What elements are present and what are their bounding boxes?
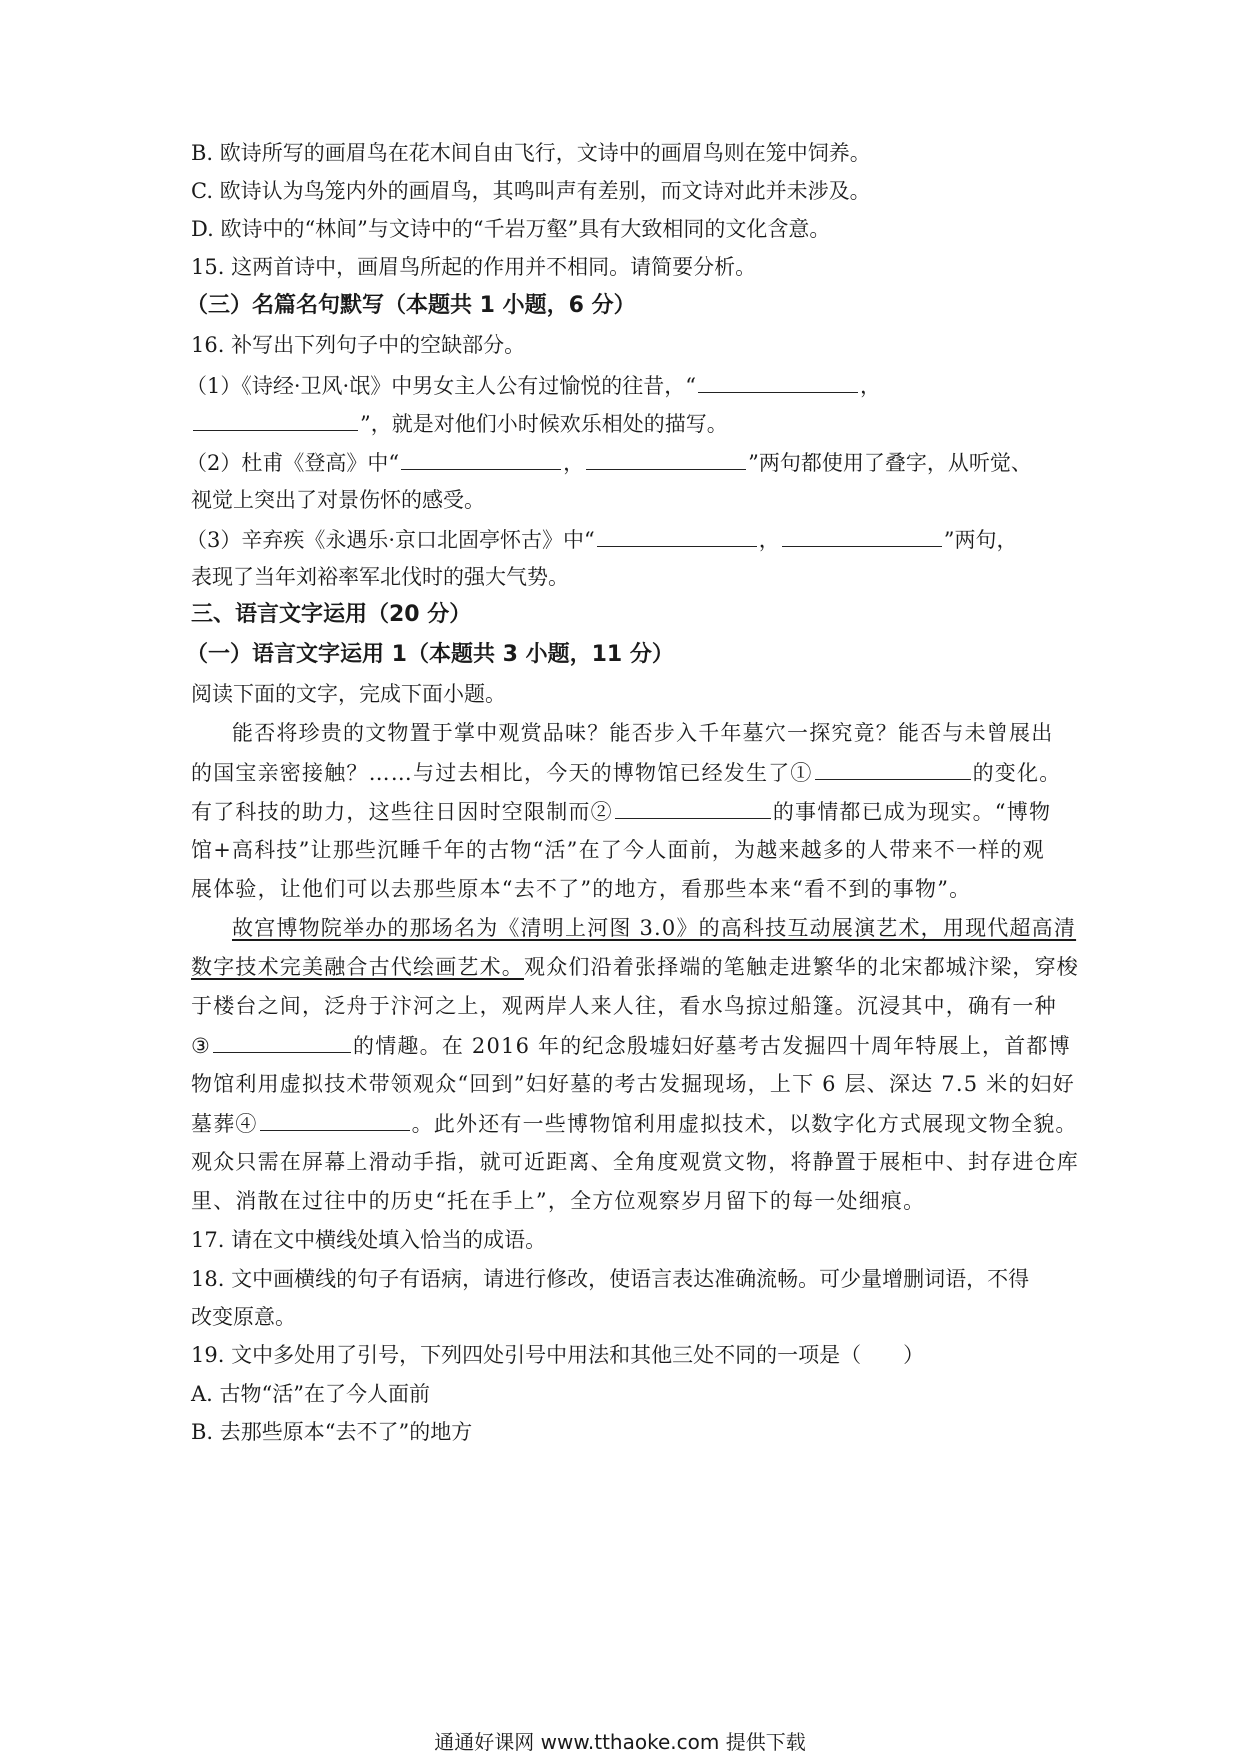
q16-item-3-text: （3）辛弃疾《永遇乐·京口北固亭怀古》中“: [186, 528, 595, 552]
q16-item-1: [186, 370, 1060, 401]
question-19: 19. 文中多处用了引号，下列四处引号中用法和其他三处不同的一项是（ ）: [191, 1343, 925, 1367]
page-footer: 通通好课网 www.tthaoke.com 提供下载: [434, 1730, 806, 1754]
passage-line: 馆+高科技”让那些沉睡千年的古物“活”在了今人面前，为越来越多的人带来不一样的观: [191, 838, 1045, 862]
passage-line: [191, 1030, 1071, 1061]
option-c-q14: C. 欧诗认为鸟笼内外的画眉鸟，其鸣叫声有差别，而文诗对此并未涉及。: [191, 179, 871, 203]
option-a-q19: A. 古物“活”在了今人面前: [191, 1382, 430, 1406]
answer-blank[interactable]: [782, 524, 942, 547]
q16-item-2-end: ”两句都使用了叠字，从听觉、: [748, 451, 1032, 475]
question-16: 16. 补写出下列句子中的空缺部分。: [191, 333, 526, 357]
passage-line: 展体验，让他们可以去那些原本“去不了”的地方，看那些本来“看不到的事物”。: [191, 877, 972, 901]
passage-line: 能否将珍贵的文物置于掌中观赏品味？能否步入千年墓穴一探究竟？能否与未曾展出: [232, 721, 1054, 745]
question-18-cont: 改变原意。: [191, 1305, 296, 1329]
answer-blank[interactable]: [193, 408, 358, 431]
q16-item-1-end: ”，就是对他们小时候欢乐相处的描写。: [360, 412, 728, 436]
option-b-q14: B. 欧诗所写的画眉鸟在花木间自由飞行，文诗中的画眉鸟则在笼中饲养。: [191, 141, 871, 165]
q16-comma: ，: [859, 374, 881, 398]
section-heading-recitation: （三）名篇名句默写（本题共 1 小题，6 分）: [186, 293, 636, 318]
q16-item-2-cont: 视觉上突出了对景伤怀的感受。: [191, 488, 485, 512]
q16-item-3-end: ”两句，: [943, 528, 1018, 552]
reading-instruction: 阅读下面的文字，完成下面小题。: [191, 682, 506, 706]
underlined-sentence: 故宫博物院举办的那场名为《清明上河图 3.0》的高科技互动展演艺术，用现代超高清: [232, 916, 1077, 940]
q16-item-3: [186, 524, 1060, 555]
answer-blank[interactable]: [597, 524, 757, 547]
passage-line: 观众只需在屏幕上滑动手指，就可近距离、全角度观赏文物，将静置于展柜中、封存进仓库: [191, 1150, 1079, 1174]
option-d-q14: D. 欧诗中的“林间”与文诗中的“千岩万壑”具有大致相同的文化含意。: [191, 217, 831, 241]
answer-blank-2[interactable]: [615, 796, 771, 819]
passage-text: ③: [191, 1034, 212, 1058]
answer-blank[interactable]: [586, 447, 746, 470]
q16-item-1-cont: [191, 408, 1060, 439]
option-b-q19: B. 去那些原本“去不了”的地方: [191, 1420, 473, 1444]
passage-text: 的情趣。在 2016 年的纪念殷墟妇好墓考古发掘四十周年特展上，首都博: [353, 1034, 1071, 1058]
question-15: 15. 这两首诗中，画眉鸟所起的作用并不相同。请简要分析。: [191, 255, 757, 279]
answer-blank-1[interactable]: [815, 757, 971, 780]
passage-text: 墓葬④: [191, 1112, 258, 1136]
passage-line: [191, 796, 1060, 827]
passage-text: 的国宝亲密接触？……与过去相比，今天的博物馆已经发生了①: [191, 761, 813, 785]
q16-item-2: [186, 447, 1060, 478]
subsection-heading-language-1: （一）语言文字运用 1（本题共 3 小题，11 分）: [186, 642, 674, 667]
question-18: 18. 文中画横线的句子有语病，请进行修改，使语言表达准确流畅。可少量增删词语，不得: [191, 1267, 1030, 1291]
q16-item-2-text: （2）杜甫《登高》中“: [186, 451, 400, 475]
question-17: 17. 请在文中横线处填入恰当的成语。: [191, 1228, 547, 1252]
underlined-sentence: 数字技术完美融合古代绘画艺术。: [191, 955, 524, 979]
answer-blank[interactable]: [401, 447, 561, 470]
section-heading-language: 三、语言文字运用（20 分）: [191, 602, 472, 627]
q16-item-1-text: （1）《诗经·卫风·氓》中男女主人公有过愉悦的往昔，“: [186, 374, 696, 398]
passage-text: 观众们沿着张择端的笔触走进繁华的北宋都城汴梁，穿梭: [524, 955, 1079, 979]
passage-line: [191, 1108, 1078, 1139]
q16-item-3-cont: 表现了当年刘裕率军北伐时的强大气势。: [191, 565, 569, 589]
passage-line: [232, 913, 1077, 943]
answer-blank-4[interactable]: [260, 1108, 410, 1131]
passage-text: 的变化。: [972, 761, 1062, 785]
passage-line: [191, 757, 1060, 788]
answer-blank-3[interactable]: [213, 1030, 351, 1053]
passage-text: 。此外还有一些博物馆利用虚拟技术，以数字化方式展现文物全貌。: [411, 1112, 1078, 1136]
passage-text: 有了科技的助力，这些往日因时空限制而②: [191, 800, 613, 824]
passage-text: 的事情都已成为现实。“博物: [772, 800, 1052, 824]
passage-line: [191, 952, 1079, 982]
q16-comma: ，: [758, 528, 780, 552]
passage-line: 物馆利用虚拟技术带领观众“回到”妇好墓的考古发掘现场，上下 6 层、深达 7.5 米的妇好: [191, 1072, 1075, 1096]
passage-line: 于楼台之间，泛舟于汴河之上，观两岸人来人往，看水鸟掠过船篷。沉浸其中，确有一种: [191, 994, 1057, 1018]
passage-line: 里、消散在过往中的历史“托在手上”，全方位观察岁月留下的每一处细痕。: [191, 1189, 926, 1213]
q16-comma: ，: [563, 451, 585, 475]
answer-blank[interactable]: [698, 370, 858, 393]
